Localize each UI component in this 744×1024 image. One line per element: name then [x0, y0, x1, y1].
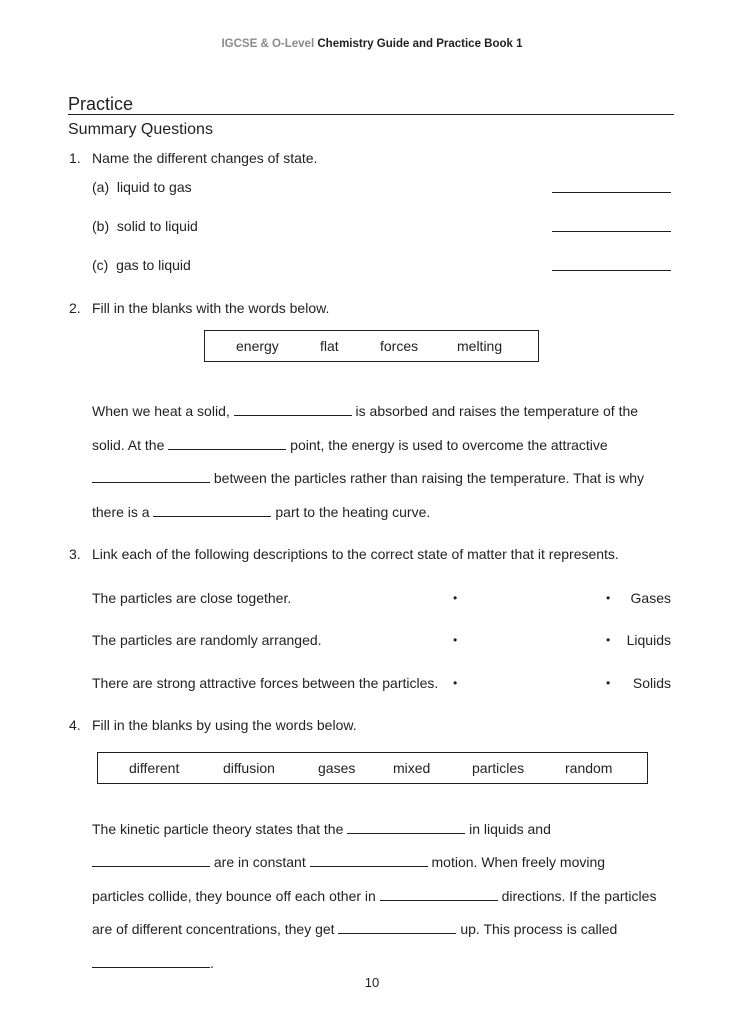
q3-description: The particles are randomly arranged. [92, 632, 322, 648]
q3-number: 3. [69, 546, 81, 562]
q3-left-dot[interactable]: • [453, 633, 458, 647]
q1b-answer-line[interactable] [552, 231, 671, 232]
q1b [92, 218, 198, 234]
q4-line-text: are in constant [213, 854, 306, 870]
header-prefix: IGCSE & O-Level [221, 38, 315, 50]
q4-line-text: motion. When freely moving [431, 854, 606, 870]
q4-blank[interactable] [347, 821, 465, 834]
q1a-text: liquid to gas [116, 179, 192, 195]
q4-blank[interactable] [380, 888, 498, 901]
q2-word: melting [457, 338, 503, 354]
q4-blank[interactable] [338, 921, 456, 934]
q3-description: There are strong attractive forces between the particles. [92, 675, 439, 691]
q2-line-2 [92, 437, 608, 453]
q3-state: Solids [632, 675, 671, 691]
q4-word: mixed [393, 760, 431, 776]
q4-line-text: are of different concentrations, they get [92, 921, 335, 937]
q1-text: Name the different changes of state. [92, 150, 318, 166]
q2-word: flat [320, 338, 339, 354]
q4-word: different [129, 760, 180, 776]
q4-line-text: . [210, 955, 214, 971]
q2-line-text: When we heat a solid, [92, 403, 230, 419]
q4-word: random [565, 760, 613, 776]
subsection-title: Summary Questions [68, 121, 213, 138]
running-header [0, 38, 744, 50]
q3-right-dot[interactable]: • [606, 676, 611, 690]
q1a-answer-line[interactable] [552, 192, 671, 193]
section-rule [68, 114, 674, 115]
q4-line-text: in liquids and [469, 821, 551, 837]
q3-description: The particles are close together. [92, 590, 292, 606]
q2-word-box [204, 330, 539, 362]
q4-line-2 [92, 854, 605, 870]
q4-line-text: particles collide, they bounce off each other in [92, 888, 376, 904]
q4-word-box [97, 752, 648, 784]
q1a-label: (a) [92, 179, 110, 195]
q2-line-1 [92, 403, 638, 419]
q3-right-dot[interactable]: • [606, 591, 611, 605]
q2-line-text: point, the energy is used to overcome the attractive [290, 437, 608, 453]
q2-word: energy [236, 338, 279, 354]
q4-blank[interactable] [310, 854, 428, 867]
q1c-label: (c) [92, 257, 109, 273]
q4-line-text: up. This process is called [460, 921, 618, 937]
q2-number: 2. [69, 300, 81, 316]
q4-blank[interactable] [92, 955, 210, 968]
q1-number: 1. [69, 150, 81, 166]
q3-text: Link each of the following descriptions to the correct state of matter that it represents. [92, 546, 619, 562]
section-title: Practice [68, 94, 134, 114]
q3-left-dot[interactable]: • [453, 591, 458, 605]
q4-line-text: directions. If the particles [501, 888, 657, 904]
q2-blank[interactable] [153, 504, 271, 517]
q3-left-dot[interactable]: • [453, 676, 458, 690]
q3-right-dot[interactable]: • [606, 633, 611, 647]
q2-word: forces [380, 338, 419, 354]
q1c [92, 257, 191, 273]
q1b-label: (b) [92, 218, 110, 234]
q2-line-text: is absorbed and raises the temperature of the [355, 403, 639, 419]
q4-line-3 [92, 888, 656, 904]
q4-line-4 [92, 921, 617, 937]
q2-line-4 [92, 504, 430, 520]
q2-line-text: solid. At the [92, 437, 165, 453]
q4-line-5 [92, 955, 214, 971]
q4-line-text: The kinetic particle theory states that the [92, 821, 344, 837]
q2-line-3 [92, 470, 644, 486]
q3-state: Liquids [626, 632, 671, 648]
q2-blank[interactable] [234, 403, 352, 416]
q4-word: particles [472, 760, 525, 776]
header-title: Chemistry Guide and Practice Book 1 [317, 38, 523, 50]
q1a [92, 179, 192, 195]
q2-line-text: there is a [92, 504, 150, 520]
q4-text: Fill in the blanks by using the words below. [92, 717, 357, 733]
q1b-text: solid to liquid [116, 218, 198, 234]
q2-line-text: between the particles rather than raising the temperature. That is why [213, 470, 644, 486]
q3-state: Gases [630, 590, 671, 606]
q4-word: diffusion [223, 760, 275, 776]
q2-blank[interactable] [168, 437, 286, 450]
q4-line-1 [92, 821, 551, 837]
q2-text: Fill in the blanks with the words below. [92, 300, 330, 316]
q2-line-text: part to the heating curve. [275, 504, 431, 520]
q4-number: 4. [69, 717, 81, 733]
q4-blank[interactable] [92, 854, 210, 867]
q4-word: gases [318, 760, 356, 776]
q1c-answer-line[interactable] [552, 270, 671, 271]
page-number: 10 [364, 975, 380, 990]
q1c-text: gas to liquid [116, 257, 191, 273]
q2-blank[interactable] [92, 470, 210, 483]
